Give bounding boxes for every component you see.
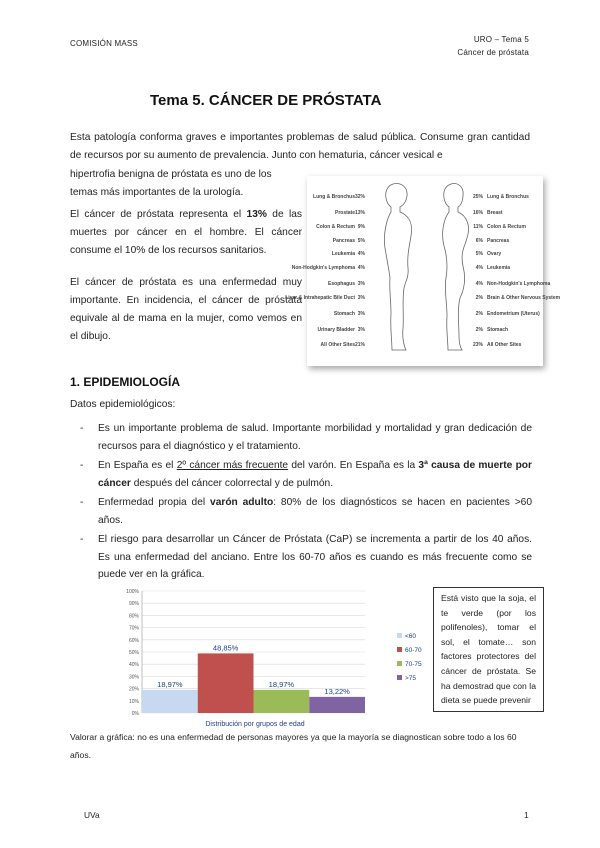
- age-distribution-chart-svg: [110, 587, 440, 730]
- chart-y-tick: 40%: [128, 662, 139, 669]
- figure-men-pct: 5%: [357, 238, 365, 244]
- intro-paragraph-3: [70, 206, 302, 260]
- figure-men-label: Non-Hodgkin's Lymphoma: [291, 265, 355, 271]
- chart-bar: [142, 690, 198, 713]
- figure-men-label: Esophagus: [328, 281, 355, 287]
- figure-men-pct: 4%: [357, 265, 365, 271]
- figure-women-pct: 2%: [475, 295, 483, 301]
- female-silhouette-icon: [443, 184, 469, 350]
- chart-legend-label: >75: [405, 675, 417, 682]
- chart-y-tick: 30%: [128, 674, 139, 681]
- figure-men-pct: 13%: [354, 210, 365, 216]
- figure-women-label: Pancreas: [487, 238, 510, 244]
- figure-women-pct: 2%: [475, 311, 483, 317]
- figure-men-pct: 3%: [357, 311, 365, 317]
- page-title: Tema 5. CÁNCER DE PRÓSTATA: [150, 92, 382, 109]
- list-item: - Enfermedad propia del varón adulto: 80% de los diagnósticos se hacen en pacientes >60 años.: [80, 497, 532, 526]
- chart-y-tick: 0%: [131, 711, 139, 717]
- intro-paragraph-2: hipertrofia benigna de próstata es uno de los temas más importantes de la urología.: [70, 169, 272, 198]
- chart-y-tick: 90%: [128, 601, 139, 608]
- chart-y-tick: 10%: [128, 698, 139, 705]
- figure-men-pct: 32%: [354, 194, 365, 200]
- bullet-2-a: En España es el: [98, 460, 177, 471]
- chart-y-tick: 100%: [126, 589, 139, 595]
- chart-bar: [254, 690, 310, 713]
- figure-men-label: Prostate: [334, 210, 355, 216]
- chart-legend-label: 70-75: [405, 661, 422, 668]
- figure-women-label: Lung & Bronchus: [487, 194, 529, 200]
- chart-y-tick: 80%: [128, 613, 139, 620]
- figure-men-label: Urinary Bladder: [317, 327, 355, 333]
- list-item: - Es un importante problema de salud. Importante morbilidad y mortalidad y gran dedicación de recursos para el diagnóstico y el tratamiento.: [80, 423, 532, 452]
- chart-legend-swatch: [397, 675, 402, 680]
- chart-y-tick: 20%: [128, 686, 139, 693]
- figure-women-pct: 23%: [472, 342, 483, 348]
- figure-women-pct: 16%: [472, 210, 483, 216]
- chart-legend-swatch: [397, 647, 402, 652]
- figure-men-pct: 3%: [357, 327, 365, 333]
- bullet-2-d: 3ª causa de muerte por cáncer: [98, 460, 532, 489]
- bullet-1-text: Es un importante problema de salud. Importante morbilidad y mortalidad y gran dedicación de recursos para el diagnóstico y el tratamiento.: [98, 423, 532, 452]
- header-right: [457, 33, 529, 59]
- figure-women-label: Ovary: [487, 251, 502, 257]
- figure-women-label: Leukemia: [487, 265, 511, 271]
- bullet-3-b: varón adulto: [210, 497, 274, 508]
- chart-data-label: 18,97%: [268, 679, 295, 689]
- chart-data-label: 48,85%: [212, 643, 239, 653]
- figure-women-label: All Other Sites: [487, 342, 522, 348]
- chart-legend-label: <60: [405, 633, 417, 640]
- chart-conclusion: Valorar a gráfica: no es una enfermedad de personas mayores ya que la mayoría se diagnostican sobre todo a los 60 años.: [70, 732, 517, 760]
- figure-women-pct: 4%: [475, 265, 483, 271]
- note-box: Está visto que la soja, el te verde (por los polifenoles), tomar el sol, el tomate… son factores protectores del cáncer de próstata. Se ha demostrad que con la dieta se puede prevenir: [433, 587, 544, 712]
- chart-bar: [309, 697, 365, 713]
- figure-women-pct: 4%: [475, 281, 483, 287]
- chart-title: Distribución por grupos de edad: [205, 721, 305, 728]
- figure-women-pct: 11%: [473, 224, 483, 230]
- chart-data-label: 18,97%: [157, 679, 183, 689]
- header-right-line2: Cáncer de próstata: [457, 48, 529, 57]
- cancer-deaths-figure: [285, 176, 561, 366]
- figure-men-label: Stomach: [333, 311, 355, 317]
- chart-legend-swatch: [397, 633, 402, 638]
- figure-women-label: Endometrium (Uterus): [487, 311, 540, 317]
- list-item: - El riesgo para desarrollar un Cáncer de Próstata (CaP) se incrementa a partir de los 40 años. Es una enfermedad del anciano. Entre los 60-70 años es cuando es más frecuente como se puede ver en la gráfica.: [80, 534, 532, 580]
- figure-women-pct: 2%: [475, 327, 483, 333]
- figure-women-label: Non-Hodgkin's Lymphoma: [487, 281, 551, 287]
- figure-men-label: Colon & Rectum: [316, 224, 355, 230]
- figure-men-pct: 9%: [357, 224, 365, 230]
- intro-paragraph-1: Esta patología conforma graves e importantes problemas de salud pública. Consume gran cantidad de recursos por su aumento de prevalencia. Junto con hematuria, cáncer vesical e: [70, 132, 530, 161]
- p3-percent: 13%: [246, 209, 267, 220]
- chart-data-label: 13,22%: [324, 686, 350, 696]
- figure-men-pct: 4%: [357, 251, 365, 257]
- epidemiology-list: [70, 420, 532, 586]
- footer-left: UVa: [84, 810, 100, 820]
- header-left: COMISIÓN MASS: [70, 39, 138, 48]
- chart-y-tick: 60%: [128, 637, 139, 644]
- chart-legend-swatch: [397, 661, 402, 666]
- bullet-2-b: 2º cáncer más frecuente: [176, 460, 289, 471]
- chart-legend-label: 60-70: [405, 647, 422, 654]
- figure-women-label: Breast: [487, 210, 503, 216]
- list-item: - En España es el 2º cáncer más frecuente del varón. En España es la 3ª causa de muerte por cáncer después del cáncer colorrectal y de pulmón.: [80, 460, 532, 489]
- figure-men-pct: 3%: [357, 281, 365, 287]
- chart-y-tick: 50%: [128, 650, 139, 656]
- age-distribution-chart: [110, 587, 440, 730]
- figure-men-label: Leukemia: [331, 251, 355, 257]
- figure-women-label: Colon & Rectum: [487, 224, 526, 230]
- figure-men-pct: 3%: [357, 295, 365, 301]
- bullet-4-text: El riesgo para desarrollar un Cáncer de Próstata (CaP) se incrementa a partir de los 40 años. Es una enfermedad del anciano. Entre los 60-70 años es cuando es más frecuente como se puede ver en la gráfica.: [98, 534, 532, 580]
- page-number: 1: [524, 810, 529, 820]
- p3-text-c: de las muertes por cáncer en el hombre. El cáncer consume el 10% de los recursos sanitarios.: [70, 209, 302, 256]
- bullet-2-e: después del cáncer colorrectal y de pulmón.: [130, 477, 334, 489]
- figure-women-label: Brain & Other Nervous System: [487, 295, 561, 301]
- figure-men-label: Lung & Bronchus: [313, 194, 355, 200]
- figure-men-label: Pancreas: [332, 238, 355, 244]
- chart-bar: [198, 653, 254, 713]
- section-subheading: Datos epidemiológicos:: [70, 399, 176, 410]
- figure-men-label: Liver & Intrahepatic Bile Duct: [285, 295, 355, 301]
- figure-women-pct: 25%: [472, 194, 483, 200]
- figure-men-label: All Other Sites: [320, 342, 355, 348]
- bullet-3-c: : 80% de los diagnósticos se hacen en pacientes >60 años.: [98, 497, 532, 526]
- figure-women-pct: 5%: [475, 251, 483, 257]
- section-heading-epidemiologia: 1. EPIDEMIOLOGÍA: [70, 375, 181, 389]
- figure-women-label: Stomach: [487, 327, 509, 333]
- male-silhouette-icon: [384, 184, 411, 350]
- chart-y-tick: 70%: [128, 625, 139, 632]
- cancer-deaths-figure-svg: [285, 176, 561, 366]
- p3-text-a: El cáncer de próstata representa el: [70, 209, 247, 220]
- bullet-3-a: Enfermedad propia del: [98, 497, 211, 508]
- figure-women-pct: 6%: [475, 238, 483, 244]
- bullet-2-c: del varón. En España es la: [288, 460, 419, 471]
- figure-men-pct: 21%: [354, 342, 365, 348]
- intro-paragraph-4: El cáncer de próstata es una enfermedad muy importante. En incidencia, el cáncer de próstata equivale al de mama en la mujer, como vemos en el dibujo.: [70, 277, 302, 342]
- header-right-line1: URO – Tema 5: [473, 35, 529, 44]
